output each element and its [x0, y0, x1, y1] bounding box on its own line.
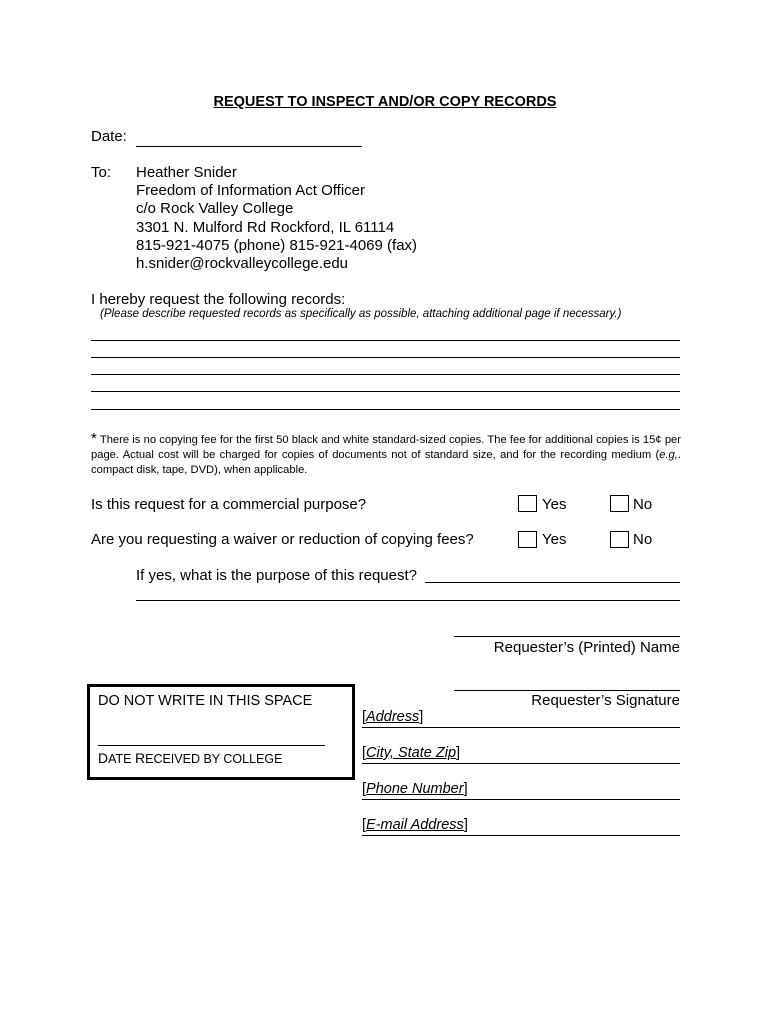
fee-asterisk: *	[91, 430, 97, 447]
records-line[interactable]	[91, 374, 680, 375]
request-heading: I hereby request the following records:	[91, 291, 346, 308]
records-line[interactable]	[91, 340, 680, 341]
date-field-line[interactable]	[136, 146, 362, 147]
address-label: Address	[366, 709, 420, 725]
city-state-zip-label: City, State Zip	[366, 745, 457, 761]
phone-label: Phone Number	[366, 781, 464, 797]
recipient-address: 3301 N. Mulford Rd Rockford, IL 61114	[136, 218, 395, 236]
purpose-line[interactable]	[425, 582, 680, 583]
to-label: To:	[91, 164, 112, 181]
waiver-yes-label: Yes	[542, 531, 567, 548]
address-field[interactable]: [Address]	[362, 707, 680, 728]
fee-notice: * There is no copying fee for the first 50 black and white standard-sized copies. The fee for additional copies is 15¢ per page. Actual cost will be charged for copies of documents not of standard size, and for the recording medium (e.g,. compact disk, tape, DVD), when applicable.	[91, 430, 681, 477]
recipient-block	[136, 164, 417, 273]
city-state-zip-field[interactable]: [City, State Zip]	[362, 743, 680, 764]
printed-name-line[interactable]	[454, 636, 680, 637]
email-label: E-mail Address	[366, 817, 464, 833]
date-received-line	[98, 745, 325, 746]
waiver-no-checkbox[interactable]	[610, 531, 629, 548]
recipient-phones: 815-921-4075 (phone) 815-921-4069 (fax)	[136, 236, 418, 254]
printed-name-label: Requester’s (Printed) Name	[493, 639, 680, 656]
commercial-yes-checkbox[interactable]	[518, 495, 537, 512]
date-received-label: DATE RECEIVED BY COLLEGE	[98, 750, 283, 766]
signature-label: Requester’s Signature	[531, 692, 680, 709]
question-waiver: Are you requesting a waiver or reduction of copying fees?	[91, 531, 474, 548]
phone-field[interactable]: [Phone Number]	[362, 779, 680, 800]
commercial-no-label: No	[633, 496, 653, 513]
question-commercial: Is this request for a commercial purpose?	[91, 496, 367, 513]
purpose-line[interactable]	[136, 600, 680, 601]
office-use-heading: DO NOT WRITE IN THIS SPACE	[98, 693, 313, 709]
office-use-box	[87, 684, 355, 780]
waiver-yes-checkbox[interactable]	[518, 531, 537, 548]
waiver-no-label: No	[633, 531, 653, 548]
purpose-label: If yes, what is the purpose of this request?	[136, 567, 417, 584]
recipient-name: Heather Snider	[136, 164, 237, 181]
records-line[interactable]	[91, 409, 680, 410]
records-line[interactable]	[91, 391, 680, 392]
signature-line[interactable]	[454, 690, 680, 691]
recipient-email: h.snider@rockvalleycollege.edu	[136, 255, 349, 273]
recipient-position: Freedom of Information Act Officer	[136, 182, 365, 200]
email-field[interactable]: [E-mail Address]	[362, 815, 680, 836]
request-instruction: (Please describe requested records as specifically as possible, attaching additional page if necessary.)	[100, 308, 622, 320]
date-label: Date:	[91, 128, 127, 145]
records-line[interactable]	[91, 357, 680, 358]
commercial-yes-label: Yes	[542, 496, 567, 513]
commercial-no-checkbox[interactable]	[610, 495, 629, 512]
recipient-org: c/o Rock Valley College	[136, 200, 294, 218]
form-title: REQUEST TO INSPECT AND/OR COPY RECORDS	[213, 94, 557, 110]
